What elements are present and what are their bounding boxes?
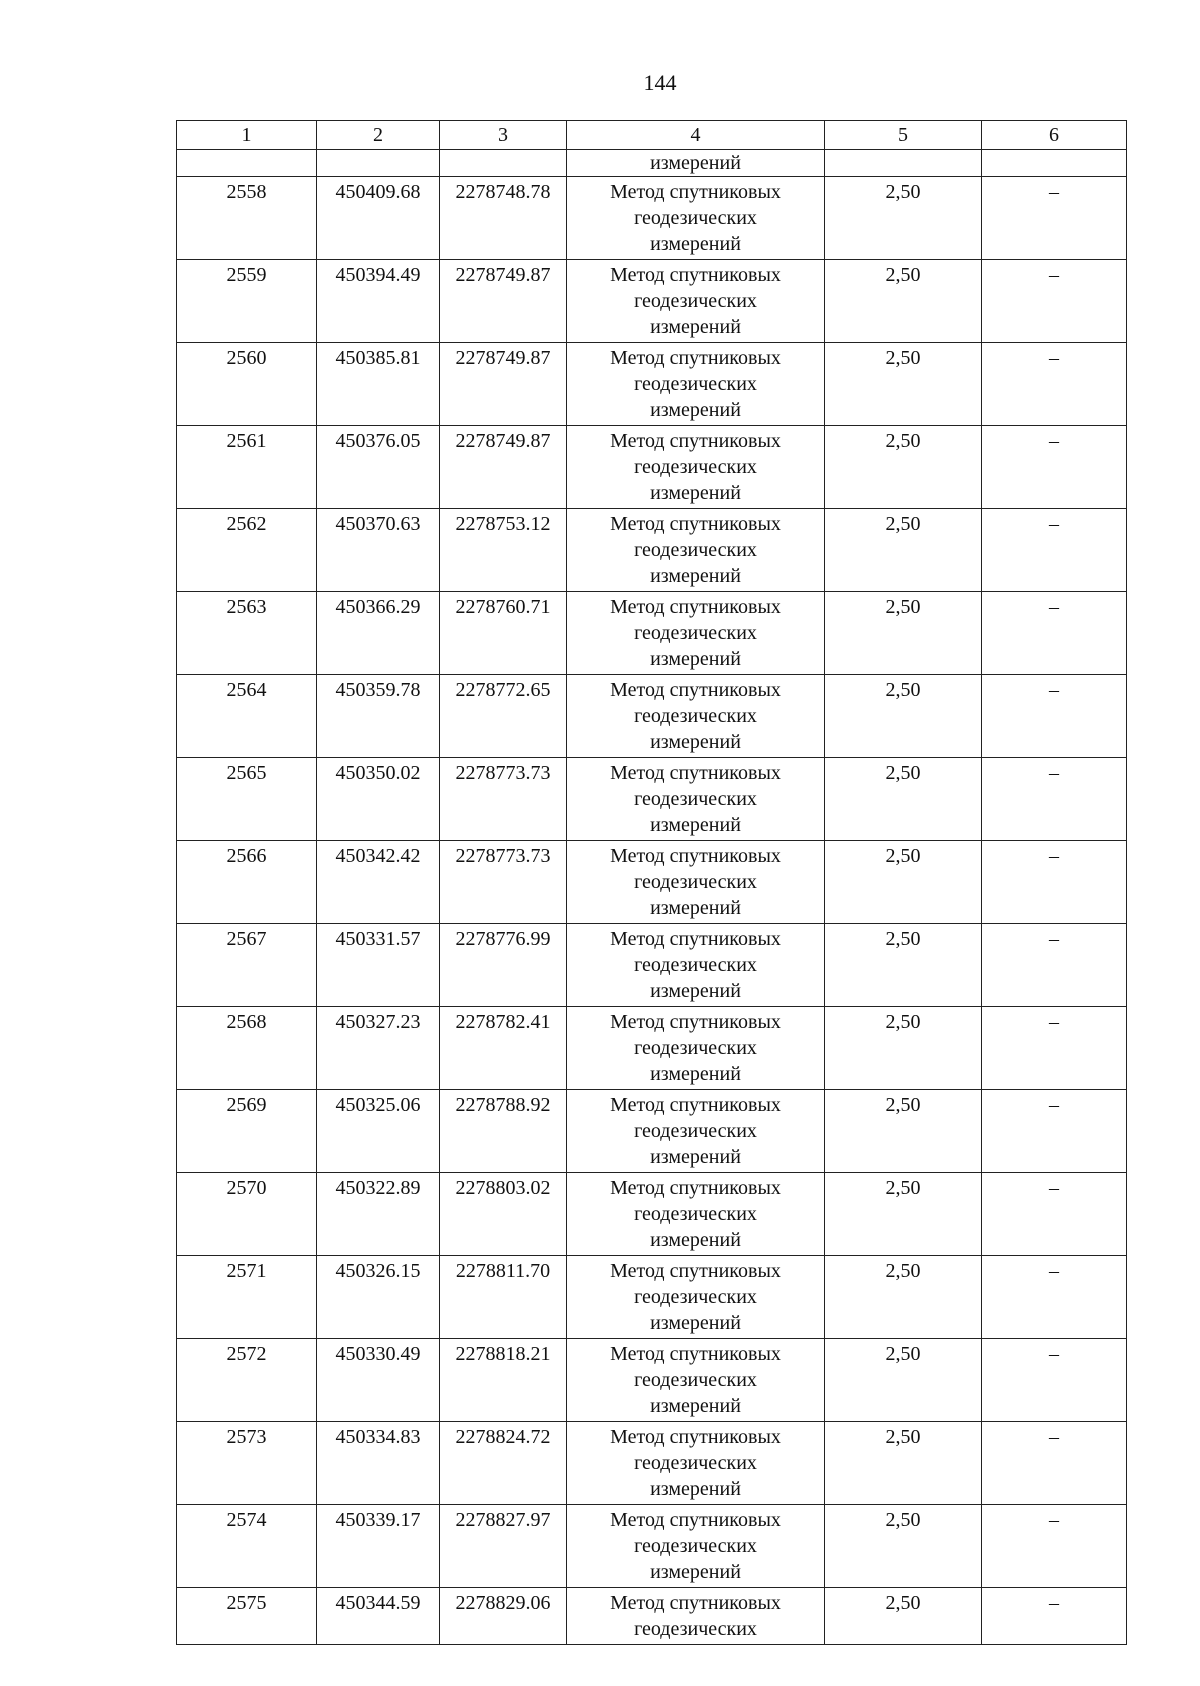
table-row bbox=[177, 592, 1127, 675]
cell-note: – bbox=[982, 1173, 1127, 1256]
cell-note: – bbox=[982, 924, 1127, 1007]
table-row bbox=[177, 1588, 1127, 1645]
cell-accuracy: 2,50 bbox=[825, 1422, 982, 1505]
cell-x-coordinate: 450385.81 bbox=[317, 343, 440, 426]
method-line: Метод спутниковых bbox=[610, 762, 781, 784]
method-line: измерений bbox=[650, 814, 741, 836]
cell-y-coordinate: 2278753.12 bbox=[440, 509, 567, 592]
cell-note: – bbox=[982, 758, 1127, 841]
method-line: геодезических bbox=[634, 539, 757, 561]
cell-note: – bbox=[982, 1090, 1127, 1173]
cell-note: – bbox=[982, 177, 1127, 260]
coordinates-table bbox=[176, 120, 1127, 1645]
table-row bbox=[177, 1422, 1127, 1505]
method-line: Метод спутниковых bbox=[610, 181, 781, 203]
method-line: измерений bbox=[650, 648, 741, 670]
cell-accuracy: 2,50 bbox=[825, 1173, 982, 1256]
method-line: Метод спутниковых bbox=[610, 347, 781, 369]
cell-x-coordinate: 450350.02 bbox=[317, 758, 440, 841]
cell-point-number: 2560 bbox=[177, 343, 317, 426]
cell-accuracy: 2,50 bbox=[825, 924, 982, 1007]
method-line: измерений bbox=[650, 1561, 741, 1583]
method-line: измерений bbox=[650, 980, 741, 1002]
cell-y-coordinate: 2278749.87 bbox=[440, 343, 567, 426]
cell-y-coordinate: 2278811.70 bbox=[440, 1256, 567, 1339]
cell-accuracy: 2,50 bbox=[825, 260, 982, 343]
cell-empty bbox=[440, 150, 567, 177]
cell-y-coordinate: 2278772.65 bbox=[440, 675, 567, 758]
table-row bbox=[177, 1173, 1127, 1256]
method-line: геодезических bbox=[634, 871, 757, 893]
method-line: Метод спутниковых bbox=[610, 1177, 781, 1199]
cell-note: – bbox=[982, 1588, 1127, 1645]
cell-y-coordinate: 2278827.97 bbox=[440, 1505, 567, 1588]
cell-method bbox=[567, 675, 825, 758]
cell-y-coordinate: 2278829.06 bbox=[440, 1588, 567, 1645]
cell-x-coordinate: 450330.49 bbox=[317, 1339, 440, 1422]
method-line: геодезических bbox=[634, 1618, 757, 1640]
method-line: геодезических bbox=[634, 456, 757, 478]
cell-note: – bbox=[982, 1256, 1127, 1339]
method-line: геодезических bbox=[634, 705, 757, 727]
cell-x-coordinate: 450327.23 bbox=[317, 1007, 440, 1090]
table-row bbox=[177, 1090, 1127, 1173]
cell-y-coordinate: 2278760.71 bbox=[440, 592, 567, 675]
cell-empty bbox=[317, 150, 440, 177]
cell-accuracy: 2,50 bbox=[825, 592, 982, 675]
cell-point-number: 2565 bbox=[177, 758, 317, 841]
cell-method bbox=[567, 1256, 825, 1339]
method-line: измерений bbox=[650, 1063, 741, 1085]
cell-empty bbox=[825, 150, 982, 177]
cell-note: – bbox=[982, 592, 1127, 675]
cell-x-coordinate: 450359.78 bbox=[317, 675, 440, 758]
cell-accuracy: 2,50 bbox=[825, 1256, 982, 1339]
cell-note: – bbox=[982, 1505, 1127, 1588]
table-header-row bbox=[177, 121, 1127, 150]
cell-y-coordinate: 2278782.41 bbox=[440, 1007, 567, 1090]
cell-x-coordinate: 450366.29 bbox=[317, 592, 440, 675]
cell-note: – bbox=[982, 426, 1127, 509]
cell-note: – bbox=[982, 260, 1127, 343]
method-line: измерений bbox=[650, 565, 741, 587]
cell-accuracy: 2,50 bbox=[825, 1007, 982, 1090]
table-row bbox=[177, 260, 1127, 343]
method-line: измерений bbox=[650, 1478, 741, 1500]
method-line: геодезических bbox=[634, 1120, 757, 1142]
method-line: измерений bbox=[650, 731, 741, 753]
method-line: измерений bbox=[650, 897, 741, 919]
method-line: Метод спутниковых bbox=[610, 596, 781, 618]
column-header-6: 6 bbox=[982, 121, 1127, 150]
method-line: Метод спутниковых bbox=[610, 1426, 781, 1448]
cell-x-coordinate: 450322.89 bbox=[317, 1173, 440, 1256]
cell-point-number: 2561 bbox=[177, 426, 317, 509]
method-line: геодезических bbox=[634, 954, 757, 976]
cell-accuracy: 2,50 bbox=[825, 1090, 982, 1173]
cell-method bbox=[567, 758, 825, 841]
cell-note: – bbox=[982, 1007, 1127, 1090]
cell-accuracy: 2,50 bbox=[825, 1339, 982, 1422]
cell-note: – bbox=[982, 509, 1127, 592]
table-row bbox=[177, 1505, 1127, 1588]
cell-method bbox=[567, 841, 825, 924]
method-line: измерений bbox=[650, 316, 741, 338]
table-row bbox=[177, 509, 1127, 592]
method-line: Метод спутниковых bbox=[610, 1011, 781, 1033]
column-header-1: 1 bbox=[177, 121, 317, 150]
method-line: измерений bbox=[650, 1312, 741, 1334]
method-line: измерений bbox=[650, 1229, 741, 1251]
method-line: геодезических bbox=[634, 373, 757, 395]
method-line: Метод спутниковых bbox=[610, 845, 781, 867]
cell-empty bbox=[177, 150, 317, 177]
cell-method bbox=[567, 1173, 825, 1256]
table-row bbox=[177, 1256, 1127, 1339]
method-line: геодезических bbox=[634, 1037, 757, 1059]
method-line: геодезических bbox=[634, 788, 757, 810]
cell-method-continuation: измерений bbox=[567, 150, 825, 177]
cell-point-number: 2573 bbox=[177, 1422, 317, 1505]
method-line: измерений bbox=[650, 1395, 741, 1417]
cell-y-coordinate: 2278748.78 bbox=[440, 177, 567, 260]
cell-y-coordinate: 2278788.92 bbox=[440, 1090, 567, 1173]
cell-method bbox=[567, 1090, 825, 1173]
cell-x-coordinate: 450334.83 bbox=[317, 1422, 440, 1505]
table-row bbox=[177, 675, 1127, 758]
cell-x-coordinate: 450394.49 bbox=[317, 260, 440, 343]
method-line: геодезических bbox=[634, 1369, 757, 1391]
table-row bbox=[177, 1339, 1127, 1422]
cell-accuracy: 2,50 bbox=[825, 675, 982, 758]
cell-x-coordinate: 450339.17 bbox=[317, 1505, 440, 1588]
method-line: Метод спутниковых bbox=[610, 1509, 781, 1531]
cell-note: – bbox=[982, 343, 1127, 426]
cell-point-number: 2564 bbox=[177, 675, 317, 758]
method-line: Метод спутниковых bbox=[610, 1094, 781, 1116]
cell-x-coordinate: 450325.06 bbox=[317, 1090, 440, 1173]
cell-point-number: 2572 bbox=[177, 1339, 317, 1422]
table-row bbox=[177, 758, 1127, 841]
cell-note: – bbox=[982, 1339, 1127, 1422]
method-line: Метод спутниковых bbox=[610, 1592, 781, 1614]
cell-x-coordinate: 450409.68 bbox=[317, 177, 440, 260]
column-header-3: 3 bbox=[440, 121, 567, 150]
cell-method bbox=[567, 260, 825, 343]
table-row bbox=[177, 426, 1127, 509]
cell-point-number: 2558 bbox=[177, 177, 317, 260]
cell-y-coordinate: 2278824.72 bbox=[440, 1422, 567, 1505]
cell-note: – bbox=[982, 841, 1127, 924]
cell-y-coordinate: 2278749.87 bbox=[440, 260, 567, 343]
cell-accuracy: 2,50 bbox=[825, 177, 982, 260]
method-line: измерений bbox=[650, 399, 741, 421]
method-line: геодезических bbox=[634, 1286, 757, 1308]
cell-y-coordinate: 2278818.21 bbox=[440, 1339, 567, 1422]
method-line: Метод спутниковых bbox=[610, 430, 781, 452]
cell-x-coordinate: 450331.57 bbox=[317, 924, 440, 1007]
cell-accuracy: 2,50 bbox=[825, 426, 982, 509]
cell-point-number: 2575 bbox=[177, 1588, 317, 1645]
method-line: Метод спутниковых bbox=[610, 264, 781, 286]
cell-method bbox=[567, 343, 825, 426]
method-line: Метод спутниковых bbox=[610, 928, 781, 950]
method-line: измерений bbox=[650, 482, 741, 504]
cell-method bbox=[567, 1339, 825, 1422]
cell-point-number: 2569 bbox=[177, 1090, 317, 1173]
cell-y-coordinate: 2278803.02 bbox=[440, 1173, 567, 1256]
cell-method bbox=[567, 924, 825, 1007]
table-body bbox=[177, 150, 1127, 1645]
table-row bbox=[177, 343, 1127, 426]
method-line: геодезических bbox=[634, 290, 757, 312]
cell-x-coordinate: 450376.05 bbox=[317, 426, 440, 509]
method-line: Метод спутниковых bbox=[610, 513, 781, 535]
table-row bbox=[177, 924, 1127, 1007]
method-line: геодезических bbox=[634, 1535, 757, 1557]
cell-method bbox=[567, 509, 825, 592]
cell-x-coordinate: 450326.15 bbox=[317, 1256, 440, 1339]
table-row bbox=[177, 841, 1127, 924]
cell-note: – bbox=[982, 675, 1127, 758]
method-line: геодезических bbox=[634, 207, 757, 229]
table-row bbox=[177, 1007, 1127, 1090]
cell-accuracy: 2,50 bbox=[825, 343, 982, 426]
cell-x-coordinate: 450344.59 bbox=[317, 1588, 440, 1645]
method-line: измерений bbox=[650, 1146, 741, 1168]
cell-point-number: 2562 bbox=[177, 509, 317, 592]
cell-accuracy: 2,50 bbox=[825, 1588, 982, 1645]
page-number: 144 bbox=[643, 70, 677, 95]
method-line: Метод спутниковых bbox=[610, 1343, 781, 1365]
column-header-4: 4 bbox=[567, 121, 825, 150]
cell-accuracy: 2,50 bbox=[825, 758, 982, 841]
cell-y-coordinate: 2278749.87 bbox=[440, 426, 567, 509]
cell-accuracy: 2,50 bbox=[825, 1505, 982, 1588]
method-line: геодезических bbox=[634, 622, 757, 644]
column-header-5: 5 bbox=[825, 121, 982, 150]
table-row bbox=[177, 177, 1127, 260]
cell-point-number: 2568 bbox=[177, 1007, 317, 1090]
cell-point-number: 2567 bbox=[177, 924, 317, 1007]
cell-y-coordinate: 2278773.73 bbox=[440, 841, 567, 924]
cell-point-number: 2566 bbox=[177, 841, 317, 924]
cell-point-number: 2559 bbox=[177, 260, 317, 343]
cell-y-coordinate: 2278776.99 bbox=[440, 924, 567, 1007]
method-line: измерений bbox=[650, 233, 741, 255]
cell-method bbox=[567, 426, 825, 509]
cell-method bbox=[567, 592, 825, 675]
cell-point-number: 2563 bbox=[177, 592, 317, 675]
cell-y-coordinate: 2278773.73 bbox=[440, 758, 567, 841]
column-header-2: 2 bbox=[317, 121, 440, 150]
continuation-row bbox=[177, 150, 1127, 177]
method-line: Метод спутниковых bbox=[610, 1260, 781, 1282]
cell-method bbox=[567, 1422, 825, 1505]
cell-point-number: 2574 bbox=[177, 1505, 317, 1588]
cell-point-number: 2570 bbox=[177, 1173, 317, 1256]
cell-accuracy: 2,50 bbox=[825, 509, 982, 592]
cell-empty bbox=[982, 150, 1127, 177]
method-line: геодезических bbox=[634, 1452, 757, 1474]
cell-method bbox=[567, 1505, 825, 1588]
cell-accuracy: 2,50 bbox=[825, 841, 982, 924]
cell-point-number: 2571 bbox=[177, 1256, 317, 1339]
cell-method bbox=[567, 1007, 825, 1090]
cell-method bbox=[567, 177, 825, 260]
cell-note: – bbox=[982, 1422, 1127, 1505]
method-line: геодезических bbox=[634, 1203, 757, 1225]
method-line: Метод спутниковых bbox=[610, 679, 781, 701]
cell-x-coordinate: 450342.42 bbox=[317, 841, 440, 924]
cell-x-coordinate: 450370.63 bbox=[317, 509, 440, 592]
cell-method bbox=[567, 1588, 825, 1645]
